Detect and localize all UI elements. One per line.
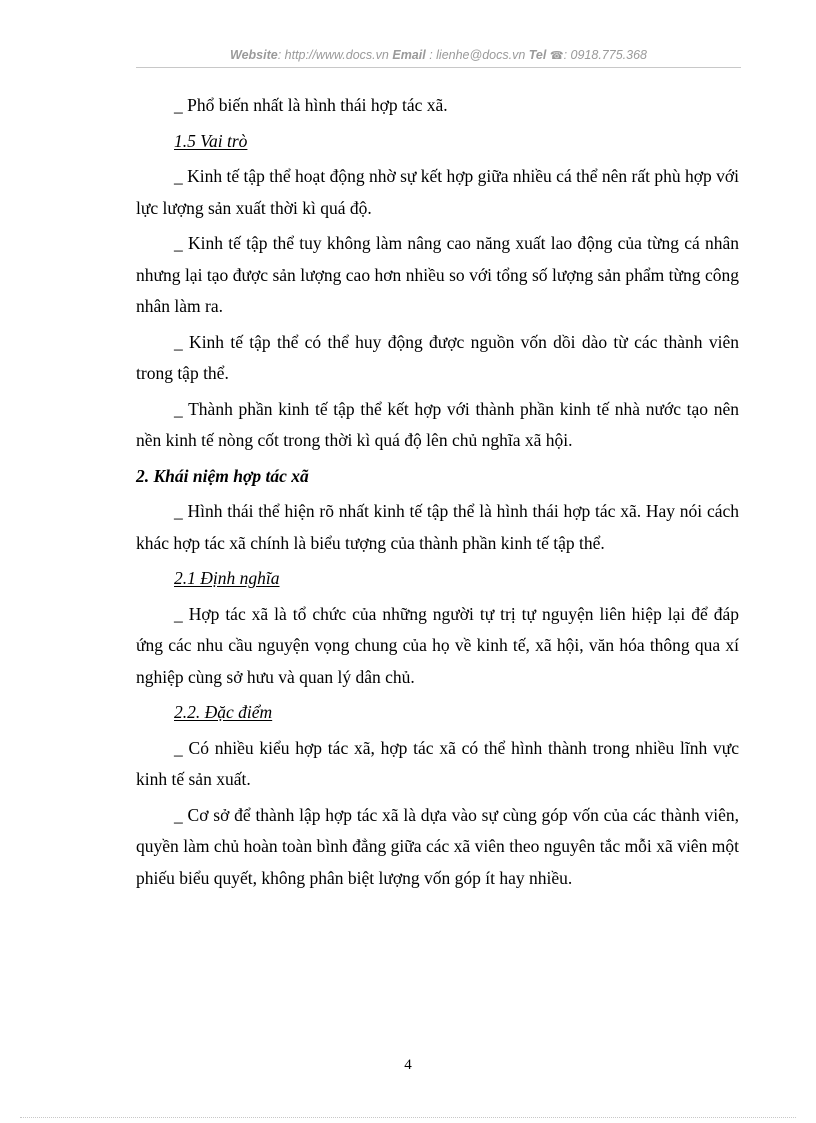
tel-label: Tel [528, 48, 547, 62]
document-body [136, 90, 739, 894]
email-label: Email [392, 48, 426, 62]
website-label: Website [230, 48, 278, 62]
paragraph-characteristics-basis: _ Cơ sở để thành lập hợp tác xã là dựa vào sự cùng góp vốn của các thành viên, quyền làm chủ hoàn toàn bình đẳng giữa các xã viên theo nguyên tắc mỗi xã viên một phiếu biểu quyết, không phân biệt lượng vốn góp ít hay nhiều. [136, 804, 739, 888]
paragraph-role-capital: _ Kinh tế tập thể có thể huy động được nguồn vốn dồi dào từ các thành viên trong tập thể. [136, 331, 739, 383]
website-value: : http://www.docs.vn [277, 48, 389, 62]
email-value: : lienhe@docs.vn [429, 48, 526, 62]
subheading-2-2-characteristics: 2.2. Đặc điểm [174, 702, 273, 722]
paragraph-role-output: _ Kinh tế tập thể tuy không làm nâng cao năng xuất lao động của từng cá nhân nhưng lại tạo được sản lượng cao hơn nhiều so với tổng số lượng sản phẩm từng công nhân làm ra. [136, 233, 739, 316]
bottom-divider [20, 1117, 796, 1118]
paragraph-role-fit: _ Kinh tế tập thể hoạt động nhờ sự kết hợp giữa nhiều cá thể nên rất phù hợp với lực lượng sản xuất thời kì quá độ. [136, 166, 739, 218]
paragraph-most-common-form: _ Phổ biến nhất là hình thái hợp tác xã. [174, 95, 448, 115]
phone-icon: ☎ [549, 50, 564, 62]
page-number: 4 [404, 1057, 412, 1073]
paragraph-definition: _ Hợp tác xã là tổ chức của những người tự trị tự nguyện liên hiệp lại để đáp ứng các nhu cầu nguyện vọng chung của họ về kinh tế, xã hội, văn hóa thông qua xí nghiệp cùng sở hưu và quan lý dân chủ. [136, 603, 739, 687]
paragraph-role-core-economy: _ Thành phần kinh tế tập thể kết hợp với thành phần kinh tế nhà nước tạo nên nền kinh tế nòng cốt trong thời kì quá độ lên chủ nghĩa xã hội. [136, 398, 739, 450]
tel-value: : 0918.775.368 [563, 48, 647, 62]
heading-2-cooperative-concept: 2. Khái niệm hợp tác xã [136, 465, 309, 486]
paragraph-characteristics-types: _ Có nhiều kiểu hợp tác xã, hợp tác xã có thể hình thành trong nhiều lĩnh vực kinh tế sản xuất. [136, 737, 739, 789]
page-header [136, 47, 741, 68]
subheading-2-1-definition: 2.1 Định nghĩa [174, 568, 280, 588]
paragraph-cooperative-symbol: _ Hình thái thể hiện rõ nhất kinh tế tập thể là hình thái hợp tác xã. Hay nói cách khác hợp tác xã chính là biểu tượng của thành phần kinh tế tập thể. [136, 501, 739, 553]
subheading-1-5-role: 1.5 Vai trò [174, 130, 248, 151]
